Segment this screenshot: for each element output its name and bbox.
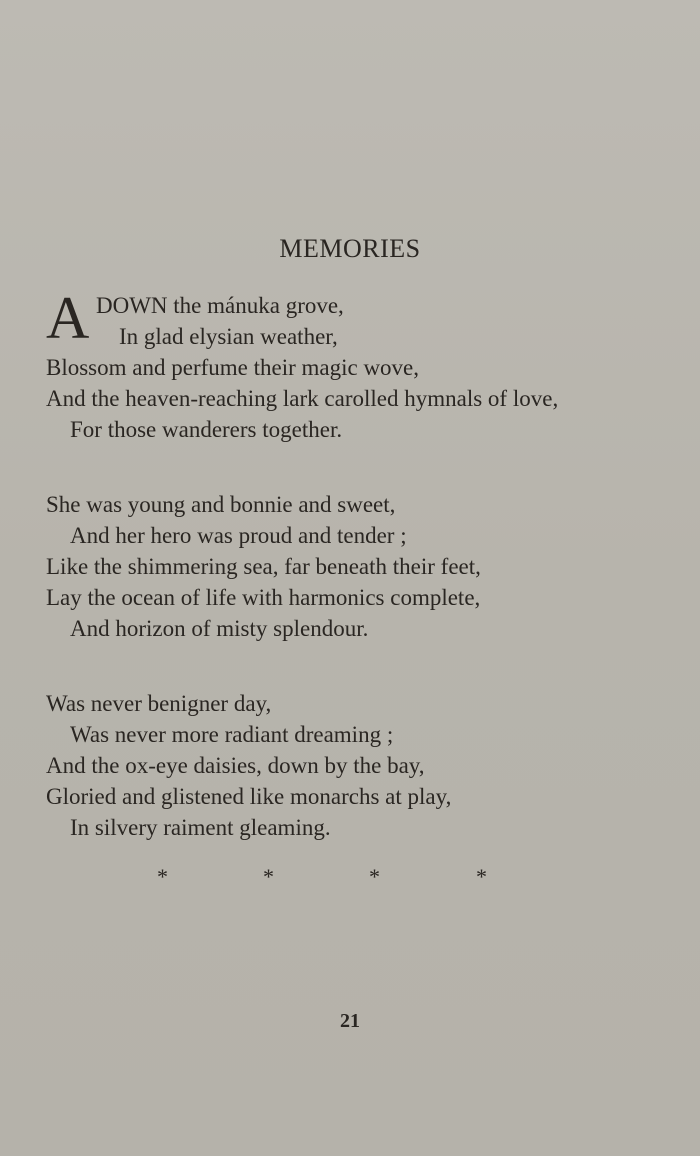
page-number: 21 (340, 1010, 360, 1032)
asterisk: * (476, 864, 487, 889)
poem-title: MEMORIES (279, 234, 421, 263)
poem-line: In silvery raiment gleaming. (70, 815, 331, 840)
poem-line: Like the shimmering sea, far beneath their feet, (46, 554, 481, 579)
asterisk: * (369, 864, 380, 889)
stanza-gap (46, 445, 666, 489)
section-separator (0, 864, 700, 888)
stanza-gap (46, 644, 666, 688)
poem-line: And horizon of misty splendour. (70, 616, 369, 641)
asterisk: * (263, 864, 274, 889)
poem-line: Was never benigner day, (46, 691, 272, 716)
poem-line: She was young and bonnie and sweet, (46, 492, 396, 517)
asterisk: * (157, 864, 168, 889)
poem-line: And the heaven-reaching lark carolled hymnals of love, (46, 386, 559, 411)
stanza-1 (46, 285, 666, 445)
line-text: DOWN the mánuka grove, (96, 293, 344, 318)
poem-line: And her hero was proud and tender ; (70, 523, 407, 548)
poem-line: Gloried and glistened like monarchs at play, (46, 784, 452, 809)
stanza-2 (46, 489, 666, 644)
poem-line: For those wanderers together. (70, 417, 343, 442)
poem-line: In glad elysian weather, (119, 324, 338, 349)
poem-line: Was never more radiant dreaming ; (70, 722, 394, 747)
drop-cap: A (46, 285, 90, 351)
stanza-3 (46, 688, 666, 843)
poem-line: Lay the ocean of life with harmonics complete, (46, 585, 481, 610)
poem-line: And the ox-eye daisies, down by the bay, (46, 753, 425, 778)
poem-line: Blossom and perfume their magic wove, (46, 355, 420, 380)
poem-body (46, 285, 666, 843)
